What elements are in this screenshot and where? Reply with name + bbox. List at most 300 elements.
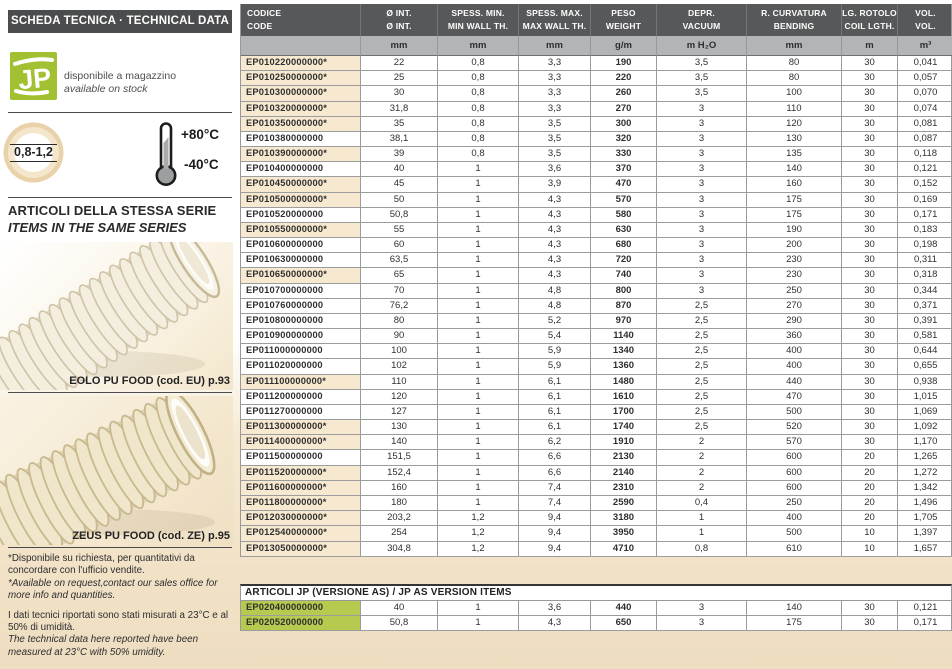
value-cell: 0,8 bbox=[438, 147, 519, 162]
value-cell: 6,1 bbox=[519, 420, 591, 435]
svg-text:JP: JP bbox=[17, 62, 53, 96]
table-row bbox=[241, 86, 951, 101]
value-cell: 0,371 bbox=[898, 299, 952, 314]
value-cell: 160 bbox=[361, 481, 438, 496]
value-cell: 2,5 bbox=[657, 329, 747, 344]
value-cell: 30 bbox=[842, 601, 898, 616]
value-cell: 6,2 bbox=[519, 435, 591, 450]
value-cell: 0,121 bbox=[898, 601, 952, 616]
code-cell: EP010650000000* bbox=[241, 268, 361, 283]
code-cell: EP010300000000* bbox=[241, 86, 361, 101]
value-cell: 1,705 bbox=[898, 511, 952, 526]
value-cell: 3,5 bbox=[657, 86, 747, 101]
value-cell: 4710 bbox=[591, 542, 657, 557]
value-cell: 220 bbox=[591, 71, 657, 86]
value-cell: 1 bbox=[438, 162, 519, 177]
code-cell: EP010400000000 bbox=[241, 162, 361, 177]
value-cell: 2140 bbox=[591, 466, 657, 481]
column-header-it: SPESS. MAX. bbox=[526, 8, 583, 18]
value-cell: 6,1 bbox=[519, 390, 591, 405]
column-header-it: LG. ROTOLO bbox=[842, 8, 897, 18]
table-row bbox=[241, 450, 951, 465]
unit-cell: m bbox=[842, 36, 898, 56]
column-header bbox=[519, 4, 591, 36]
value-cell: 3,6 bbox=[519, 601, 591, 616]
column-header-it: VOL. bbox=[915, 8, 936, 18]
value-cell: 520 bbox=[747, 420, 842, 435]
table-row bbox=[241, 56, 951, 71]
value-cell: 30 bbox=[842, 162, 898, 177]
hose-photo-eolo bbox=[0, 242, 233, 390]
value-cell: 100 bbox=[747, 86, 842, 101]
value-cell: 45 bbox=[361, 177, 438, 192]
wall-thickness-badge: 0,8-1,2 bbox=[10, 144, 57, 162]
value-cell: 650 bbox=[591, 616, 657, 631]
value-cell: 30 bbox=[842, 71, 898, 86]
value-cell: 9,4 bbox=[519, 526, 591, 541]
value-cell: 0,311 bbox=[898, 253, 952, 268]
value-cell: 63,5 bbox=[361, 253, 438, 268]
table-row bbox=[241, 132, 951, 147]
column-header-en: WEIGHT bbox=[605, 21, 642, 31]
column-header bbox=[241, 4, 361, 36]
value-cell: 5,4 bbox=[519, 329, 591, 344]
value-cell: 0,169 bbox=[898, 193, 952, 208]
value-cell: 1910 bbox=[591, 435, 657, 450]
value-cell: 0,8 bbox=[438, 102, 519, 117]
code-cell: EP010760000000 bbox=[241, 299, 361, 314]
code-cell: EP013050000000* bbox=[241, 542, 361, 557]
value-cell: 80 bbox=[747, 71, 842, 86]
value-cell: 80 bbox=[361, 314, 438, 329]
value-cell: 0,198 bbox=[898, 238, 952, 253]
code-cell: EP010250000000* bbox=[241, 71, 361, 86]
footnotes bbox=[8, 553, 234, 659]
value-cell: 30 bbox=[361, 86, 438, 101]
page-title: SCHEDA TECNICA · TECHNICAL DATA bbox=[8, 10, 232, 33]
value-cell: 1480 bbox=[591, 375, 657, 390]
value-cell: 360 bbox=[747, 329, 842, 344]
value-cell: 1140 bbox=[591, 329, 657, 344]
value-cell: 30 bbox=[842, 375, 898, 390]
value-cell: 30 bbox=[842, 420, 898, 435]
code-cell: EP011100000000* bbox=[241, 375, 361, 390]
column-header bbox=[438, 4, 519, 36]
value-cell: 0,344 bbox=[898, 284, 952, 299]
value-cell: 6,1 bbox=[519, 375, 591, 390]
thermometer-icon bbox=[152, 121, 180, 187]
value-cell: 0,318 bbox=[898, 268, 952, 283]
value-cell: 470 bbox=[591, 177, 657, 192]
code-cell: EP012030000000* bbox=[241, 511, 361, 526]
value-cell: 30 bbox=[842, 238, 898, 253]
value-cell: 4,3 bbox=[519, 238, 591, 253]
value-cell: 2 bbox=[657, 450, 747, 465]
value-cell: 120 bbox=[361, 390, 438, 405]
value-cell: 6,1 bbox=[519, 405, 591, 420]
value-cell: 0,121 bbox=[898, 162, 952, 177]
value-cell: 31,8 bbox=[361, 102, 438, 117]
value-cell: 3 bbox=[657, 616, 747, 631]
value-cell: 1 bbox=[438, 238, 519, 253]
value-cell: 25 bbox=[361, 71, 438, 86]
value-cell: 2,5 bbox=[657, 314, 747, 329]
value-cell: 1360 bbox=[591, 359, 657, 374]
value-cell: 30 bbox=[842, 616, 898, 631]
code-cell: EP011200000000 bbox=[241, 390, 361, 405]
value-cell: 3180 bbox=[591, 511, 657, 526]
value-cell: 570 bbox=[591, 193, 657, 208]
column-header bbox=[361, 4, 438, 36]
value-cell: 1,265 bbox=[898, 450, 952, 465]
value-cell: 9,4 bbox=[519, 542, 591, 557]
value-cell: 39 bbox=[361, 147, 438, 162]
value-cell: 50,8 bbox=[361, 208, 438, 223]
value-cell: 1700 bbox=[591, 405, 657, 420]
value-cell: 1340 bbox=[591, 344, 657, 359]
value-cell: 1 bbox=[438, 466, 519, 481]
value-cell: 470 bbox=[747, 390, 842, 405]
value-cell: 130 bbox=[747, 132, 842, 147]
value-cell: 1610 bbox=[591, 390, 657, 405]
value-cell: 1 bbox=[438, 616, 519, 631]
value-cell: 1 bbox=[438, 253, 519, 268]
value-cell: 3 bbox=[657, 117, 747, 132]
value-cell: 76,2 bbox=[361, 299, 438, 314]
value-cell: 1 bbox=[438, 208, 519, 223]
column-header bbox=[747, 4, 842, 36]
value-cell: 65 bbox=[361, 268, 438, 283]
value-cell: 870 bbox=[591, 299, 657, 314]
value-cell: 2590 bbox=[591, 496, 657, 511]
column-header bbox=[657, 4, 747, 36]
value-cell: 0,118 bbox=[898, 147, 952, 162]
value-cell: 30 bbox=[842, 359, 898, 374]
value-cell: 2 bbox=[657, 466, 747, 481]
value-cell: 2,5 bbox=[657, 344, 747, 359]
as-version-section bbox=[240, 584, 952, 631]
value-cell: 0,081 bbox=[898, 117, 952, 132]
value-cell: 1 bbox=[438, 359, 519, 374]
value-cell: 1 bbox=[438, 329, 519, 344]
value-cell: 290 bbox=[747, 314, 842, 329]
unit-cell: mm bbox=[361, 36, 438, 56]
value-cell: 38,1 bbox=[361, 132, 438, 147]
value-cell: 3 bbox=[657, 284, 747, 299]
value-cell: 3 bbox=[657, 193, 747, 208]
column-header-it: Ø INT. bbox=[386, 8, 412, 18]
value-cell: 110 bbox=[747, 102, 842, 117]
code-cell: EP010500000000* bbox=[241, 193, 361, 208]
value-cell: 270 bbox=[591, 102, 657, 117]
value-cell: 70 bbox=[361, 284, 438, 299]
table-row bbox=[241, 390, 951, 405]
value-cell: 140 bbox=[361, 435, 438, 450]
value-cell: 1 bbox=[438, 601, 519, 616]
series-figure-zeus bbox=[0, 396, 233, 545]
value-cell: 2,5 bbox=[657, 299, 747, 314]
value-cell: 2,5 bbox=[657, 420, 747, 435]
footnote-availability-it: *Disponibile su richiesta, per quantitativi da concordare con l'ufficio vendite. bbox=[8, 553, 195, 577]
value-cell: 2130 bbox=[591, 450, 657, 465]
value-cell: 3,5 bbox=[519, 147, 591, 162]
value-cell: 1,2 bbox=[438, 526, 519, 541]
value-cell: 3,5 bbox=[657, 71, 747, 86]
table-row bbox=[241, 177, 951, 192]
value-cell: 3 bbox=[657, 177, 747, 192]
column-header-en: BENDING bbox=[773, 21, 815, 31]
series-heading-en: ITEMS IN THE SAME SERIES bbox=[8, 220, 187, 235]
value-cell: 4,3 bbox=[519, 616, 591, 631]
value-cell: 1 bbox=[438, 390, 519, 405]
footnote-measurement-en: The technical data here reported have been measured at 23°C with 50% umidity. bbox=[8, 634, 199, 658]
value-cell: 1 bbox=[438, 284, 519, 299]
value-cell: 1 bbox=[438, 344, 519, 359]
code-cell: EP011000000000 bbox=[241, 344, 361, 359]
value-cell: 2,5 bbox=[657, 390, 747, 405]
column-header-en: VACUUM bbox=[682, 21, 721, 31]
column-header-en: Ø INT. bbox=[386, 21, 412, 31]
table-row bbox=[241, 329, 951, 344]
value-cell: 500 bbox=[747, 405, 842, 420]
value-cell: 1 bbox=[438, 314, 519, 329]
value-cell: 370 bbox=[591, 162, 657, 177]
hose-photo-zeus bbox=[0, 396, 233, 545]
value-cell: 440 bbox=[747, 375, 842, 390]
code-cell: EP010600000000 bbox=[241, 238, 361, 253]
as-table-body bbox=[240, 601, 952, 631]
value-cell: 2 bbox=[657, 435, 747, 450]
value-cell: 1,342 bbox=[898, 481, 952, 496]
value-cell: 3,3 bbox=[519, 102, 591, 117]
value-cell: 1,015 bbox=[898, 390, 952, 405]
table-row bbox=[241, 223, 951, 238]
value-cell: 4,8 bbox=[519, 299, 591, 314]
value-cell: 4,3 bbox=[519, 268, 591, 283]
column-header-en: MIN WALL TH. bbox=[447, 21, 509, 31]
unit-cell: mm bbox=[438, 36, 519, 56]
unit-cell: m³ bbox=[898, 36, 952, 56]
value-cell: 1,496 bbox=[898, 496, 952, 511]
value-cell: 7,4 bbox=[519, 496, 591, 511]
table-row bbox=[241, 526, 951, 541]
value-cell: 1,170 bbox=[898, 435, 952, 450]
value-cell: 40 bbox=[361, 601, 438, 616]
value-cell: 20 bbox=[842, 481, 898, 496]
value-cell: 720 bbox=[591, 253, 657, 268]
code-cell: EP010350000000* bbox=[241, 117, 361, 132]
spec-table-body bbox=[241, 56, 951, 557]
series-link-eolo[interactable]: EOLO PU FOOD (cod. EU) p.93 bbox=[69, 375, 230, 387]
value-cell: 5,2 bbox=[519, 314, 591, 329]
value-cell: 1 bbox=[438, 177, 519, 192]
value-cell: 3 bbox=[657, 268, 747, 283]
value-cell: 230 bbox=[747, 253, 842, 268]
table-row bbox=[241, 405, 951, 420]
value-cell: 140 bbox=[747, 162, 842, 177]
table-row bbox=[241, 359, 951, 374]
value-cell: 0,8 bbox=[438, 132, 519, 147]
table-row bbox=[241, 117, 951, 132]
value-cell: 30 bbox=[842, 102, 898, 117]
value-cell: 3 bbox=[657, 132, 747, 147]
table-row bbox=[241, 616, 951, 631]
value-cell: 7,4 bbox=[519, 481, 591, 496]
value-cell: 203,2 bbox=[361, 511, 438, 526]
value-cell: 680 bbox=[591, 238, 657, 253]
value-cell: 3,3 bbox=[519, 56, 591, 71]
code-cell: EP010450000000* bbox=[241, 177, 361, 192]
value-cell: 1,069 bbox=[898, 405, 952, 420]
value-cell: 800 bbox=[591, 284, 657, 299]
unit-cell: g/m bbox=[591, 36, 657, 56]
value-cell: 250 bbox=[747, 284, 842, 299]
column-header bbox=[591, 4, 657, 36]
value-cell: 0,8 bbox=[438, 117, 519, 132]
code-cell: EP011270000000 bbox=[241, 405, 361, 420]
value-cell: 20 bbox=[842, 496, 898, 511]
value-cell: 3950 bbox=[591, 526, 657, 541]
code-cell: EP011400000000* bbox=[241, 435, 361, 450]
value-cell: 3 bbox=[657, 601, 747, 616]
code-cell: EP010800000000 bbox=[241, 314, 361, 329]
value-cell: 0,183 bbox=[898, 223, 952, 238]
footnote-availability-en: *Available on request,contact our sales office for more info and quantities. bbox=[8, 577, 218, 602]
value-cell: 600 bbox=[747, 481, 842, 496]
value-cell: 30 bbox=[842, 193, 898, 208]
column-header-it: CODICE bbox=[247, 8, 282, 18]
stock-availability-en: available on stock bbox=[64, 83, 148, 95]
unit-cell bbox=[241, 36, 361, 56]
temperature-max-label: +80°C bbox=[181, 127, 220, 142]
code-cell: EP020520000000 bbox=[241, 616, 361, 631]
value-cell: 610 bbox=[747, 542, 842, 557]
value-cell: 3,3 bbox=[519, 86, 591, 101]
column-header-en: MAX WALL TH. bbox=[522, 21, 587, 31]
value-cell: 50,8 bbox=[361, 616, 438, 631]
divider bbox=[8, 547, 232, 548]
value-cell: 740 bbox=[591, 268, 657, 283]
value-cell: 0,581 bbox=[898, 329, 952, 344]
value-cell: 30 bbox=[842, 132, 898, 147]
code-cell: EP012540000000* bbox=[241, 526, 361, 541]
code-cell: EP010900000000 bbox=[241, 329, 361, 344]
value-cell: 30 bbox=[842, 253, 898, 268]
value-cell: 1,2 bbox=[438, 511, 519, 526]
value-cell: 30 bbox=[842, 299, 898, 314]
value-cell: 1 bbox=[438, 496, 519, 511]
value-cell: 0,8 bbox=[438, 71, 519, 86]
value-cell: 20 bbox=[842, 450, 898, 465]
value-cell: 3 bbox=[657, 162, 747, 177]
value-cell: 1 bbox=[438, 193, 519, 208]
value-cell: 3 bbox=[657, 208, 747, 223]
value-cell: 20 bbox=[842, 466, 898, 481]
value-cell: 330 bbox=[591, 147, 657, 162]
value-cell: 3 bbox=[657, 238, 747, 253]
value-cell: 6,6 bbox=[519, 466, 591, 481]
value-cell: 5,9 bbox=[519, 344, 591, 359]
value-cell: 0,8 bbox=[657, 542, 747, 557]
value-cell: 0,655 bbox=[898, 359, 952, 374]
value-cell: 10 bbox=[842, 526, 898, 541]
value-cell: 3 bbox=[657, 147, 747, 162]
spec-table bbox=[240, 4, 952, 557]
value-cell: 3,9 bbox=[519, 177, 591, 192]
value-cell: 570 bbox=[747, 435, 842, 450]
table-row bbox=[241, 542, 951, 557]
value-cell: 0,041 bbox=[898, 56, 952, 71]
table-row bbox=[241, 435, 951, 450]
value-cell: 304,8 bbox=[361, 542, 438, 557]
code-cell: EP011020000000 bbox=[241, 359, 361, 374]
value-cell: 0,074 bbox=[898, 102, 952, 117]
value-cell: 4,3 bbox=[519, 193, 591, 208]
value-cell: 400 bbox=[747, 344, 842, 359]
value-cell: 400 bbox=[747, 359, 842, 374]
value-cell: 270 bbox=[747, 299, 842, 314]
code-cell: EP010380000000 bbox=[241, 132, 361, 147]
table-row bbox=[241, 314, 951, 329]
value-cell: 3 bbox=[657, 223, 747, 238]
value-cell: 30 bbox=[842, 86, 898, 101]
value-cell: 0,070 bbox=[898, 86, 952, 101]
table-row bbox=[241, 299, 951, 314]
table-row bbox=[241, 71, 951, 86]
code-cell: EP010550000000* bbox=[241, 223, 361, 238]
value-cell: 2 bbox=[657, 481, 747, 496]
value-cell: 6,6 bbox=[519, 450, 591, 465]
value-cell: 0,4 bbox=[657, 496, 747, 511]
table-row bbox=[241, 466, 951, 481]
value-cell: 0,391 bbox=[898, 314, 952, 329]
value-cell: 230 bbox=[747, 268, 842, 283]
value-cell: 1 bbox=[438, 375, 519, 390]
table-row bbox=[241, 238, 951, 253]
value-cell: 55 bbox=[361, 223, 438, 238]
table-row bbox=[241, 284, 951, 299]
value-cell: 30 bbox=[842, 284, 898, 299]
table-row bbox=[241, 162, 951, 177]
table-row bbox=[241, 496, 951, 511]
value-cell: 175 bbox=[747, 616, 842, 631]
code-cell: EP011500000000 bbox=[241, 450, 361, 465]
column-header-it: PESO bbox=[611, 8, 636, 18]
value-cell: 2,5 bbox=[657, 359, 747, 374]
table-row bbox=[241, 253, 951, 268]
value-cell: 0,171 bbox=[898, 208, 952, 223]
value-cell: 9,4 bbox=[519, 511, 591, 526]
table-row bbox=[241, 147, 951, 162]
value-cell: 152,4 bbox=[361, 466, 438, 481]
value-cell: 970 bbox=[591, 314, 657, 329]
value-cell: 175 bbox=[747, 193, 842, 208]
value-cell: 90 bbox=[361, 329, 438, 344]
jp-stock-logo bbox=[10, 52, 57, 100]
value-cell: 30 bbox=[842, 117, 898, 132]
value-cell: 30 bbox=[842, 314, 898, 329]
code-cell: EP010390000000* bbox=[241, 147, 361, 162]
value-cell: 254 bbox=[361, 526, 438, 541]
table-row bbox=[241, 601, 951, 616]
code-cell: EP010700000000 bbox=[241, 284, 361, 299]
series-link-zeus[interactable]: ZEUS PU FOOD (cod. ZE) p.95 bbox=[72, 530, 230, 542]
unit-cell: m H₂O bbox=[657, 36, 747, 56]
value-cell: 130 bbox=[361, 420, 438, 435]
code-cell: EP010220000000* bbox=[241, 56, 361, 71]
value-cell: 30 bbox=[842, 435, 898, 450]
column-header-en: VOL. bbox=[915, 21, 936, 31]
